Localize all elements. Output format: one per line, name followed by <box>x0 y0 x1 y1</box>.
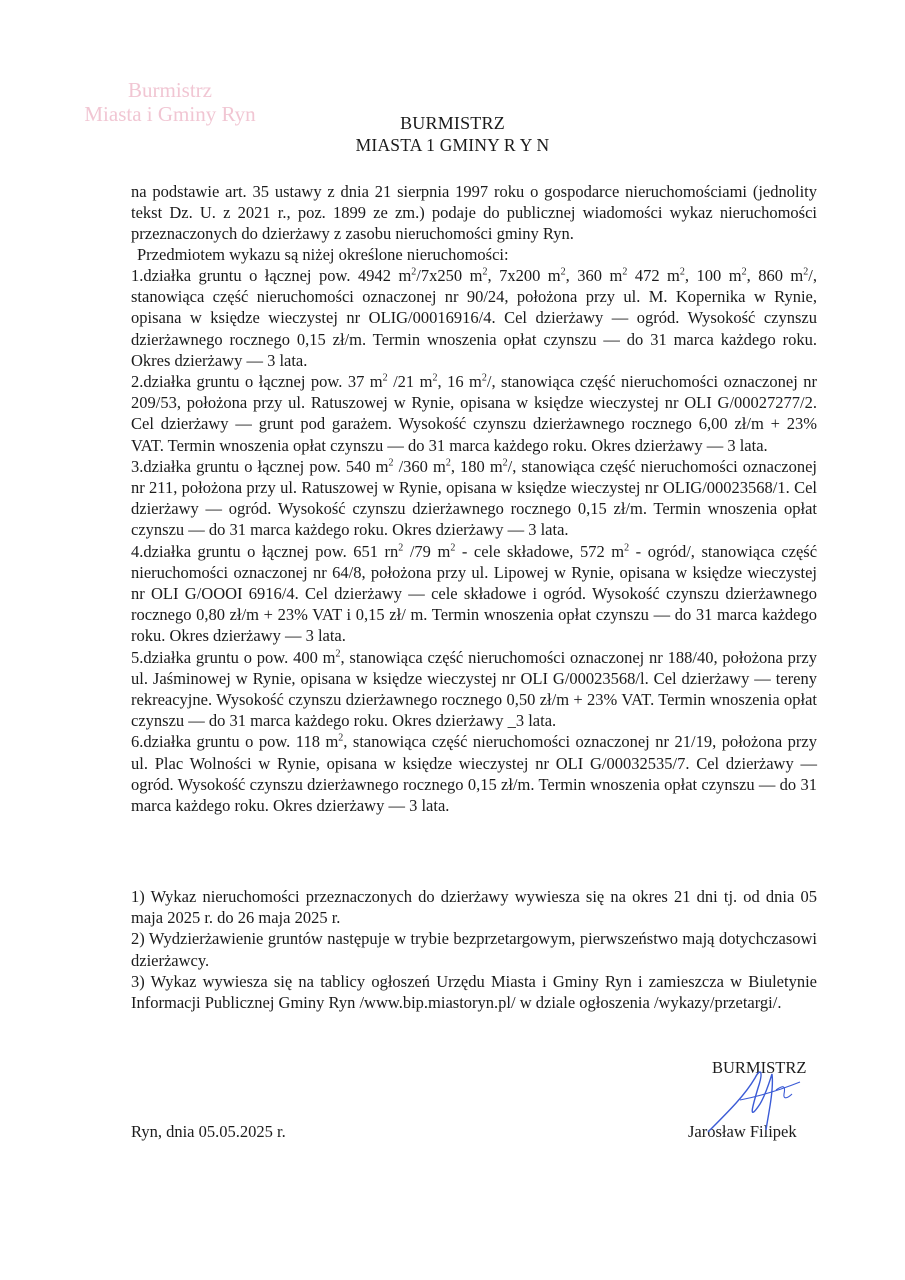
property-item-2: 2.działka gruntu o łącznej pow. 37 $m^2$ /21 $m^2$, 16 $m^2/$, stanowiąca część nieruchomości oznaczonej nr 209/53, położona przy ul. Ratuszowej w Rynie, opisana w księdze wieczystej nr OLI G/00027277/2. Cel dzierżawy — grunt pod garażem. Wysokość czynszu dzierżawnego rocznego 6,00 zł/m + 23% VAT. Termin wnoszenia opłat czynszu — do 31 marca każdego roku. Okres dzierżawy — 3 lata. <box>131 372 817 455</box>
signature-stroke-2 <box>740 1082 800 1100</box>
stamp-line-1: Burmistrz <box>128 78 212 102</box>
document-subtitle: MIASTA 1 GMINY R Y N <box>355 135 550 155</box>
intro-paragraph: na podstawie art. 35 ustawy z dnia 21 sierpnia 1997 roku o gospodarce nieruchomościami (jednolity tekst Dz. U. z 2021 r., poz. 1899 ze zm.) podaje do publicznej wiadomości wykaz nieruchomości przeznaczonych do dzierżawy z zasobu nieruchomości gminy Ryn. <box>131 182 817 243</box>
signature-stroke-1 <box>708 1072 772 1132</box>
signature-title: BURMISTRZ <box>712 1058 807 1077</box>
note-3: 3) Wykaz wywiesza się na tablicy ogłoszeń Urzędu Miasta i Gminy Ryn i zamieszcza w Biuletynie Informacji Publicznej Gminy Ryn /www.bip.miastoryn.pl/ w dziale ogłoszenia /wykazy/przetargi/. <box>131 971 817 1013</box>
property-item-3: 3.działka gruntu o łącznej pow. 540 $m^2$ /360 $m^2$, 180 $m^2/$, stanowiąca część nieruchomości oznaczonej nr 211, położona przy ul. Ratuszowej w Rynie, opisana w księdze wieczystej nr OLIG/00023568/1. Cel dzierżawy — ogród. Wysokość czynszu dzierżawnego rocznego 0,15 zł/m. Termin wnoszenia opłat czynszu — do 31 marca każdego roku. Okres dzierżawy — 3 lata. <box>131 456 817 540</box>
property-item-1: 1.działka gruntu o łącznej pow. 4942 $m^2/7x250$ $m^2$, 7x200 $m^2$, 360 $m^2$ 472 $m^2$, 100 $m^2$, 860 $m^2/$, stanowiąca część nieruchomości oznaczonej nr 90/24, położona przy ul. M. Kopernika w Rynie, opisana w księdze wieczystej nr OLIG/00016916/4. Cel dzierżawy — ogród. Wysokość czynszu dzierżawnego rocznego 0,15 zł/m. Termin wnoszenia opłat czynszu — do 31 marca każdego roku. Okres dzierżawy — 3 lata. <box>131 266 817 370</box>
property-list <box>131 265 817 816</box>
property-item-4: 4.działka gruntu o łącznej pow. 651 $rn^2$ /79 $m^2$ - cele składowe, 572 $m^2$ - ogród/, stanowiąca część nieruchomości oznaczonej nr 64/8, położona przy ul. Lipowej w Rynie, opisana w księdze wieczystej nr OLI G/OOOI 6916/4. Cel dzierżawy — cele składowe i ogród. Wysokość czynszu dzierżawnego rocznego 0,80 zł/m + 23% VAT i 0,15 zł/ m. Termin wnoszenia opłat czynszu — do 31 marca każdego roku. Okres dzierżawy — 3 lata. <box>131 541 818 646</box>
document-title: BURMISTRZ <box>400 113 505 133</box>
signatory-name: Jarosław Filipek <box>688 1122 797 1141</box>
stamp-line-2: Miasta i Gminy Ryn <box>84 102 256 126</box>
notes-section <box>131 886 817 1013</box>
property-item-6: 6.działka gruntu o pow. 118 $m^2$, stanowiąca część nieruchomości oznaczonej nr 21/19, położona przy ul. Plac Wolności w Rynie, opisana w księdze wieczystej nr OLI G/00032535/7. Cel dzierżawy — ogród. Wysokość czynszu dzierżawnego rocznego 0,15 zł/m. Termin wnoszenia opłat czynszu — do 31 marca każdego roku. Okres dzierżawy — 3 lata. <box>131 732 817 816</box>
signature-stroke-3 <box>776 1087 792 1098</box>
property-item-5: 5.działka gruntu o pow. 400 $m^2$, stanowiąca część nieruchomości oznaczonej nr 188/40, położona przy ul. Jaśminowej w Rynie, opisana w księdze wieczystej nr OLI G/00023568/l. Cel dzierżawy — tereny rekreacyjne. Wysokość czynszu dzierżawnego rocznego 0,50 zł/m + 23% VAT. Termin wnoszenia opłat czynszu — do 31 marca każdego roku. Okres dzierżawy _3 lata. <box>131 647 817 731</box>
handwritten-signature <box>700 1060 810 1140</box>
note-2: 2) Wydzierżawienie gruntów następuje w trybie bezprzetargowym, pierwszeństwo mają dotychczasowi dzierżawcy. <box>131 929 817 970</box>
note-1: 1) Wykaz nieruchomości przeznaczonych do dzierżawy wywiesza się na okres 21 dni tj. od dnia 05 maja 2025 r. do 26 maja 2025 r. <box>131 887 817 928</box>
subject-line: Przedmiotem wykazu są niżej określone nieruchomości: <box>137 245 509 264</box>
place-and-date: Ryn, dnia 05.05.2025 r. <box>131 1122 286 1141</box>
